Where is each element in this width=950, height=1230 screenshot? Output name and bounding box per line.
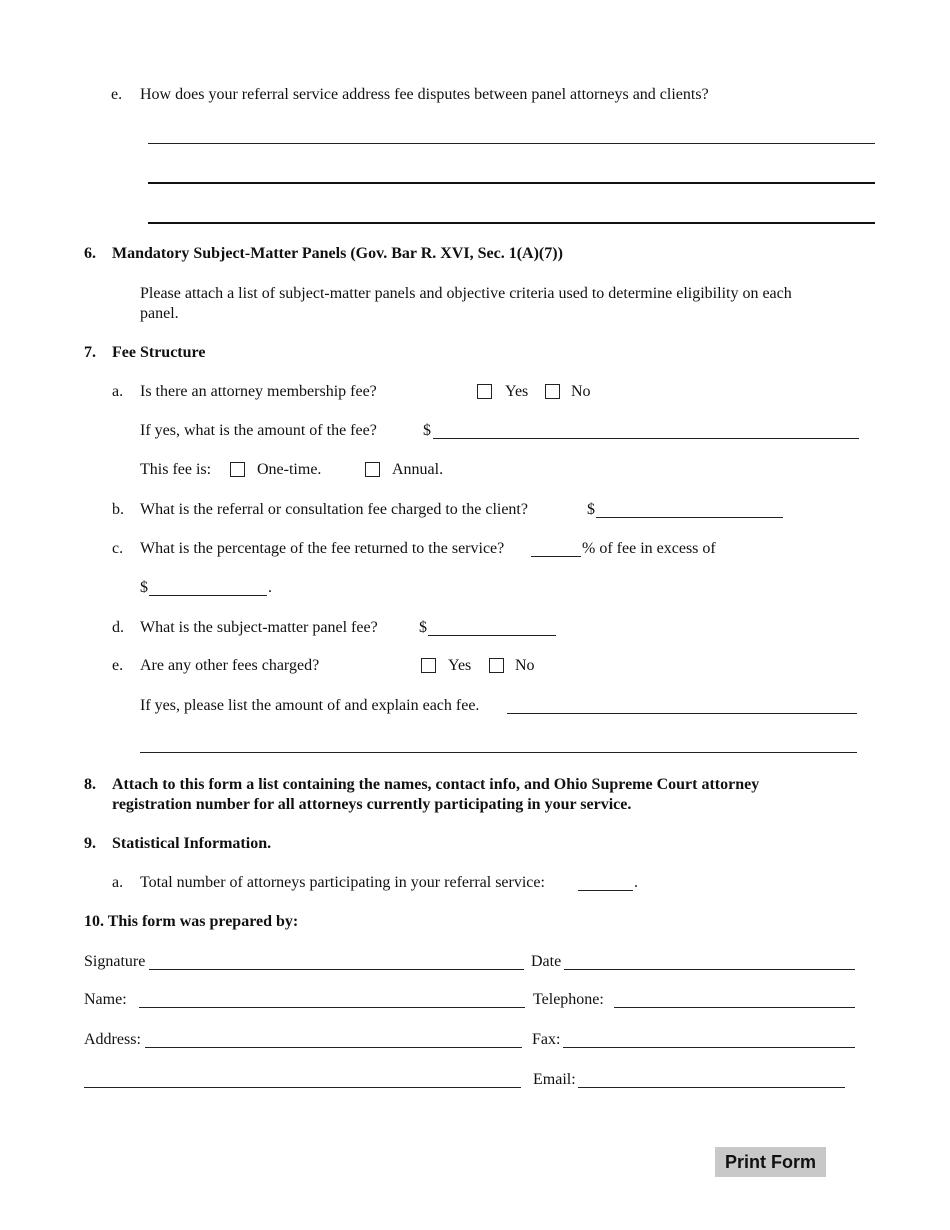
question-text: This fee is: [140, 461, 212, 478]
question-letter: a. [112, 874, 124, 891]
question-letter: e. [111, 86, 123, 103]
section-number: 9. [84, 835, 96, 852]
telephone-field[interactable] [614, 1007, 855, 1008]
section-body: panel. [140, 305, 179, 322]
question-text: If yes, please list the amount of and explain each fee. [140, 697, 480, 714]
other-fees-field[interactable] [507, 713, 857, 714]
attorney-count-field[interactable] [578, 890, 633, 891]
field-label: Fax: [532, 1031, 561, 1048]
question-text: What is the referral or consultation fee charged to the client? [140, 501, 528, 518]
section-title: Fee Structure [112, 344, 206, 361]
membership-fee-no-checkbox[interactable] [545, 384, 560, 399]
question-text: If yes, what is the amount of the fee? [140, 422, 377, 439]
address-field[interactable] [145, 1047, 522, 1048]
section-number: 6. [84, 245, 96, 262]
question-letter: c. [112, 540, 124, 557]
field-label: Telephone: [533, 991, 604, 1008]
question-letter: b. [112, 501, 124, 518]
punctuation: . [634, 874, 638, 891]
panel-fee-field[interactable] [428, 635, 556, 636]
other-fees-field[interactable] [140, 752, 857, 753]
question-text: % of fee in excess of [582, 540, 716, 557]
question-text: How does your referral service address fee disputes between panel attorneys and clients? [140, 86, 709, 103]
dollar-sign: $ [140, 579, 148, 596]
annual-checkbox[interactable] [365, 462, 380, 477]
checkbox-label: One-time. [257, 461, 322, 478]
section-title: Statistical Information. [112, 835, 272, 852]
answer-line[interactable] [148, 222, 875, 224]
dollar-sign: $ [423, 422, 431, 439]
question-text: Total number of attorneys participating in your referral service: [140, 874, 545, 891]
dollar-sign: $ [587, 501, 595, 518]
name-field[interactable] [139, 1007, 525, 1008]
field-label: Email: [533, 1071, 576, 1088]
other-fees-yes-checkbox[interactable] [421, 658, 436, 673]
fax-field[interactable] [563, 1047, 855, 1048]
section-text: Attach to this form a list containing the names, contact info, and Ohio Supreme Court attorney [112, 776, 760, 793]
section-title: Mandatory Subject-Matter Panels (Gov. Bar R. XVI, Sec. 1(A)(7)) [112, 245, 563, 262]
section-body: Please attach a list of subject-matter panels and objective criteria used to determine eligibility on each [140, 285, 792, 302]
signature-field[interactable] [149, 969, 524, 970]
checkbox-label: Yes [505, 383, 529, 400]
one-time-checkbox[interactable] [230, 462, 245, 477]
excess-amount-field[interactable] [149, 595, 267, 596]
membership-fee-yes-checkbox[interactable] [477, 384, 492, 399]
punctuation: . [268, 579, 272, 596]
section-text: registration number for all attorneys currently participating in your service. [112, 796, 632, 813]
checkbox-label: Yes [448, 657, 472, 674]
question-letter: a. [112, 383, 124, 400]
referral-fee-field[interactable] [596, 517, 783, 518]
field-label: Signature [84, 953, 146, 970]
checkbox-label: Annual. [392, 461, 444, 478]
email-field[interactable] [578, 1087, 845, 1088]
checkbox-label: No [571, 383, 591, 400]
question-text: What is the percentage of the fee returned to the service? [140, 540, 505, 557]
other-fees-no-checkbox[interactable] [489, 658, 504, 673]
dollar-sign: $ [419, 619, 427, 636]
answer-line[interactable] [148, 143, 875, 144]
question-letter: e. [112, 657, 124, 674]
date-field[interactable] [564, 969, 855, 970]
field-label: Address: [84, 1031, 141, 1048]
question-text: Is there an attorney membership fee? [140, 383, 377, 400]
answer-line[interactable] [148, 182, 875, 184]
checkbox-label: No [515, 657, 535, 674]
question-letter: d. [112, 619, 124, 636]
section-title: 10. This form was prepared by: [84, 913, 299, 930]
address-field-line-2[interactable] [84, 1087, 521, 1088]
percentage-field[interactable] [531, 556, 581, 557]
membership-fee-amount-field[interactable] [433, 438, 859, 439]
section-number: 8. [84, 776, 96, 793]
question-text: What is the subject-matter panel fee? [140, 619, 378, 636]
print-form-button[interactable]: Print Form [715, 1147, 826, 1177]
section-number: 7. [84, 344, 96, 361]
question-text: Are any other fees charged? [140, 657, 320, 674]
field-label: Name: [84, 991, 127, 1008]
field-label: Date [531, 953, 562, 970]
